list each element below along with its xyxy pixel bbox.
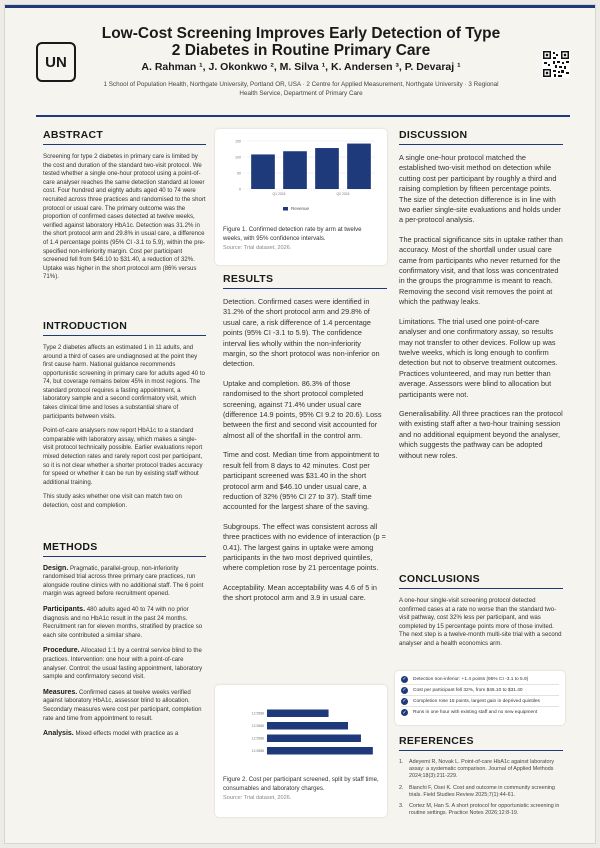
introduction-paragraph-1: Type 2 diabetes affects an estimated 1 in 11 adults, and around a third of cases are undiagnosed at the point they first cause harm. National guidance recommends opportunistic screening in primary care for adults aged 40 to 74, but coverage remains below 45% in most regions. The standard protocol requires a fasting appointment, a laboratory sample and a second confirmatory visit, which takes clinical time and loses a substantial share of participants between visits. [43, 343, 205, 420]
bar [251, 154, 275, 189]
methods-heading: METHODS [43, 541, 206, 557]
discussion-paragraph-1: A single one-hour protocol matched the established two-visit method on detection while cutting cost per participant by roughly a third and raising completion by fifteen percentage points. The size of the detection difference is in line with two earlier single-site evaluations and holds under a per-protocol analysis. [399, 153, 561, 225]
left-column [43, 129, 206, 739]
check-icon: ✓ [402, 687, 407, 693]
methods-procedure-text: Allocated 1:1 by a central service blind to the practices. Intervention: one hour with a point-of-care analyser. Control: the usual fasting appointment, laboratory sample and confirmatory second visit. [43, 647, 203, 681]
key-finding-text: Detection non-inferior: +1.4 points (95% CI -3.1 to 5.9) [413, 676, 529, 682]
abstract-heading: ABSTRACT [43, 129, 206, 145]
methods-procedure-lead: Procedure. [43, 647, 80, 655]
bar [347, 144, 371, 189]
reference-item [399, 803, 563, 817]
abstract-text: Screening for type 2 diabetes in primary care is limited by the cost and duration of the standard two-visit protocol. We tested whether a single one-hour protocol using a point-of-care analyser reaches the same detection standard at lower cost. Four hundred and eighty adults aged 40 to 74 were recruited across three practices and randomised to the short protocol or usual care. The primary outcome was the proportion of confirmed cases detected at twelve weeks, verified against laboratory HbA1c. Detection was 31.2% in the short protocol arm and 29.8% in usual care, a difference of 1.4 percentage points (95% CI -3.1 to 5.9), within the pre-specified non-inferiority margin. Cost per participant screened fell from $46.10 to $31.40, a reduction of 32%. Uptake was higher in the short protocol arm (86% versus 71%). [43, 153, 206, 281]
check-icon: ✓ [402, 709, 407, 716]
results-heading: RESULTS [223, 273, 387, 289]
methods-participants-text: 480 adults aged 40 to 74 with no prior diagnosis and no HbA1c result in the past 24 months. Recruitment ran for eleven months, stratified by practice so each site contributed a similar share. [43, 605, 203, 639]
check-icon: ✓ [402, 698, 407, 704]
figure-1-caption: Figure 1. Confirmed detection rate by arm at twelve weeks, with 95% confidence intervals. [223, 226, 362, 242]
poster-title [95, 25, 507, 59]
reference-number: 1. [399, 759, 404, 765]
qr-code-icon [542, 50, 570, 78]
affiliation-line-1: 1 School of Population Health, Northgate University, Portland OR, USA · 2 Centre for Applied Measurement, Northgate University · 3 Regional [103, 81, 499, 88]
figure-1-bar-chart [215, 129, 387, 221]
discussion-generalisability: Generalisability. All three practices ran the protocol with existing staff after a two-hour training session and no additional equipment beyond the analyser, which suggests the pathway can be adopted without new roles. [399, 408, 563, 460]
reference-text: Adeyemi R, Novak L. Point-of-care HbA1c against laboratory assay: a systematic comparison. Journal of Applied Methods 2024;18(3):211-229. [409, 759, 555, 780]
methods-analysis [43, 730, 206, 739]
references-section [399, 735, 563, 821]
key-finding-text: Completion rose 15 points, largest gain in deprived quintiles [413, 698, 540, 704]
y-tick-label: 150 [235, 139, 241, 144]
reference-number: 3. [399, 803, 404, 810]
top-accent-bar [5, 5, 595, 8]
key-finding-text: Runs in one hour with existing staff and no new equipment [413, 710, 538, 715]
y-tick-label: 100 [235, 155, 241, 160]
author-list: A. Rahman ¹, J. Okonkwo ², M. Silva ¹, K. Andersen ³, P. Devaraj ¹ [141, 61, 461, 73]
methods-design-lead: Design. [43, 564, 69, 572]
results-time-cost: Time and cost. Median time from appointment to result fell from 8 days to 42 minutes. Cost per participant screened was $31.40 in the short protocol arm and $46.10 under usual care, a reduction of 32% (95% CI 27 to 37). Staff time accounted for the largest share of the saving. [223, 450, 380, 512]
title-line-2: 2 Diabetes in Routine Primary Care [171, 42, 431, 59]
conclusions-text: A one-hour single-visit screening protocol detected confirmed cases at a rate no worse than the standard two-visit pathway, cost 32% less per participant, and was completed by 15 percentage points more of those invited. The next step is a twelve-month multi-site trial with a second analyser and a health economics arm. [399, 597, 562, 647]
reference-item [399, 785, 563, 799]
methods-participants-lead: Participants. [43, 605, 86, 613]
figure-1-card [215, 129, 387, 265]
introduction-paragraph-3: This study asks whether one visit can match two on detection, cost and completion. [43, 493, 182, 509]
check-icon: ✓ [402, 676, 407, 682]
bar [267, 722, 348, 730]
key-finding [401, 707, 559, 718]
key-finding-text: Cost per participant fell 32%, from $46.10 to $31.40 [413, 687, 523, 693]
key-findings-card [395, 671, 565, 725]
bar [267, 735, 361, 743]
poster [4, 4, 596, 844]
x-tick-label: Q2 2024 [336, 192, 350, 196]
y-tick-label: 12.5588 [251, 711, 264, 716]
methods-design [43, 565, 206, 599]
results-detection: Detection. Confirmed cases were identified in 31.2% of the short protocol arm and 29.8% of usual care, a risk difference of 1.4 percentage points (95% CI -3.1 to 5.9). The confidence interval lies wholly within the non-inferiority margin, so the short protocol was non-inferior on detection. [223, 297, 380, 369]
y-tick-label: 12.5588 [251, 749, 264, 754]
affiliations [95, 80, 507, 98]
references-heading: REFERENCES [399, 735, 563, 751]
middle-column [223, 273, 387, 604]
bar [267, 710, 329, 718]
key-finding [401, 696, 559, 707]
methods-procedure [43, 647, 206, 681]
methods-analysis-text: Mixed effects model with practice as a [73, 730, 179, 738]
discussion-paragraph-2: The practical significance sits in uptake rather than accuracy. Most of the shortfall under usual care came from participants who never returned for the confirmatory visit, and that loss was concentrated in the groups the programme is meant to reach. Removing the second visit removes the point at which the pathway leaks. [399, 234, 563, 307]
right-column [399, 129, 563, 461]
methods-analysis-lead: Analysis. [43, 730, 74, 738]
legend-swatch [283, 207, 288, 211]
key-finding [401, 674, 559, 685]
conclusions-section [399, 573, 563, 649]
methods-design-text: Pragmatic, parallel-group, non-inferiority randomised trial across three primary care practices, run alongside routine clinics with no additional staff. The 6 point margin was agreed before recruitment opened. [43, 564, 204, 598]
affiliation-line-2: Health Service, Department of Primary Care [239, 90, 363, 97]
title-line-1: Low-Cost Screening Improves Early Detection of Type [101, 25, 501, 42]
results-subgroups: Subgroups. The effect was consistent across all three practices with no evidence of interaction (p = 0.41). The largest gains in uptake were among participants in the two most deprived quintiles, where completion rose by 21 percentage points. [223, 521, 386, 573]
legend-label: Revenue [291, 206, 310, 212]
y-tick-label: 50 [237, 171, 241, 176]
figure-2-caption: Figure 2. Cost per participant screened, split by staff time, consumables and laboratory charges. [223, 776, 379, 792]
x-tick-label: Q1 2024 [272, 192, 286, 196]
methods-list [43, 565, 206, 739]
discussion-limitations: Limitations. The trial used one point-of-care analyser and one confirmatory assay, so results may not transfer to other devices. Follow up was twelve weeks, which is long enough to confirm detection but not to observe treatment outcomes. Practices volunteered, and may run better than average. Assessors were blind to allocation but participants were not. [399, 316, 558, 399]
reference-text: Bianchi F, Osei K. Cost and outcome in community screening trials. Field Studies Review 2025;7(1):44-61. [409, 784, 555, 798]
introduction-heading: INTRODUCTION [43, 320, 206, 336]
y-tick-label: 12.5588 [251, 724, 264, 729]
bar [315, 148, 339, 189]
figure-2-bar-chart [215, 685, 387, 771]
reference-number: 2. [399, 784, 404, 791]
bar [283, 151, 307, 189]
key-finding [401, 685, 559, 696]
header-divider [36, 115, 570, 117]
figure-2-source: Source: Trial dataset, 2026. [223, 795, 292, 802]
methods-measures-text: Confirmed cases at twelve weeks verified against laboratory HbA1c, assessor blind to allocation. Secondary measures were cost per participant, completion rate and time from appointment to result. [43, 688, 202, 722]
methods-measures-lead: Measures. [43, 688, 78, 696]
conclusions-heading: CONCLUSIONS [399, 573, 563, 589]
discussion-heading: DISCUSSION [399, 129, 563, 145]
introduction-paragraph-2: Point-of-care analysers now report HbA1c to a standard comparable with laboratory assay, which makes a single-visit protocol technically possible. Earlier evaluations report mixed detection rates and rarely report cost per participant, so it is not clear whether a shorter protocol trades accuracy for speed or whether it can be run by existing staff without additional training. [43, 427, 203, 486]
results-acceptability: Acceptability. Mean acceptability was 4.6 of 5 in the short protocol arm and 3.9 in usual care. [223, 582, 377, 603]
y-tick-label: 12.5588 [251, 736, 264, 741]
reference-item [399, 759, 563, 781]
y-tick-label: 0 [239, 187, 241, 192]
figure-1-source: Source: Trial dataset, 2026. [223, 245, 292, 252]
institution-logo: UN [36, 42, 76, 82]
methods-participants [43, 606, 206, 640]
figure-2-card [215, 685, 387, 817]
methods-measures [43, 689, 206, 723]
reference-text: Cortez M, Han S. A short protocol for opportunistic screening in routine settings. Practice Notes 2026;12:8-19. [409, 803, 560, 817]
bar [267, 747, 373, 755]
results-uptake: Uptake and completion. 86.3% of those randomised to the short protocol completed screening, against 71.4% under usual care (difference 14.9 points, 95% CI 9.2 to 20.6). Loss between the first and second visit accounted for almost all of the shortfall in the control arm. [223, 378, 382, 440]
